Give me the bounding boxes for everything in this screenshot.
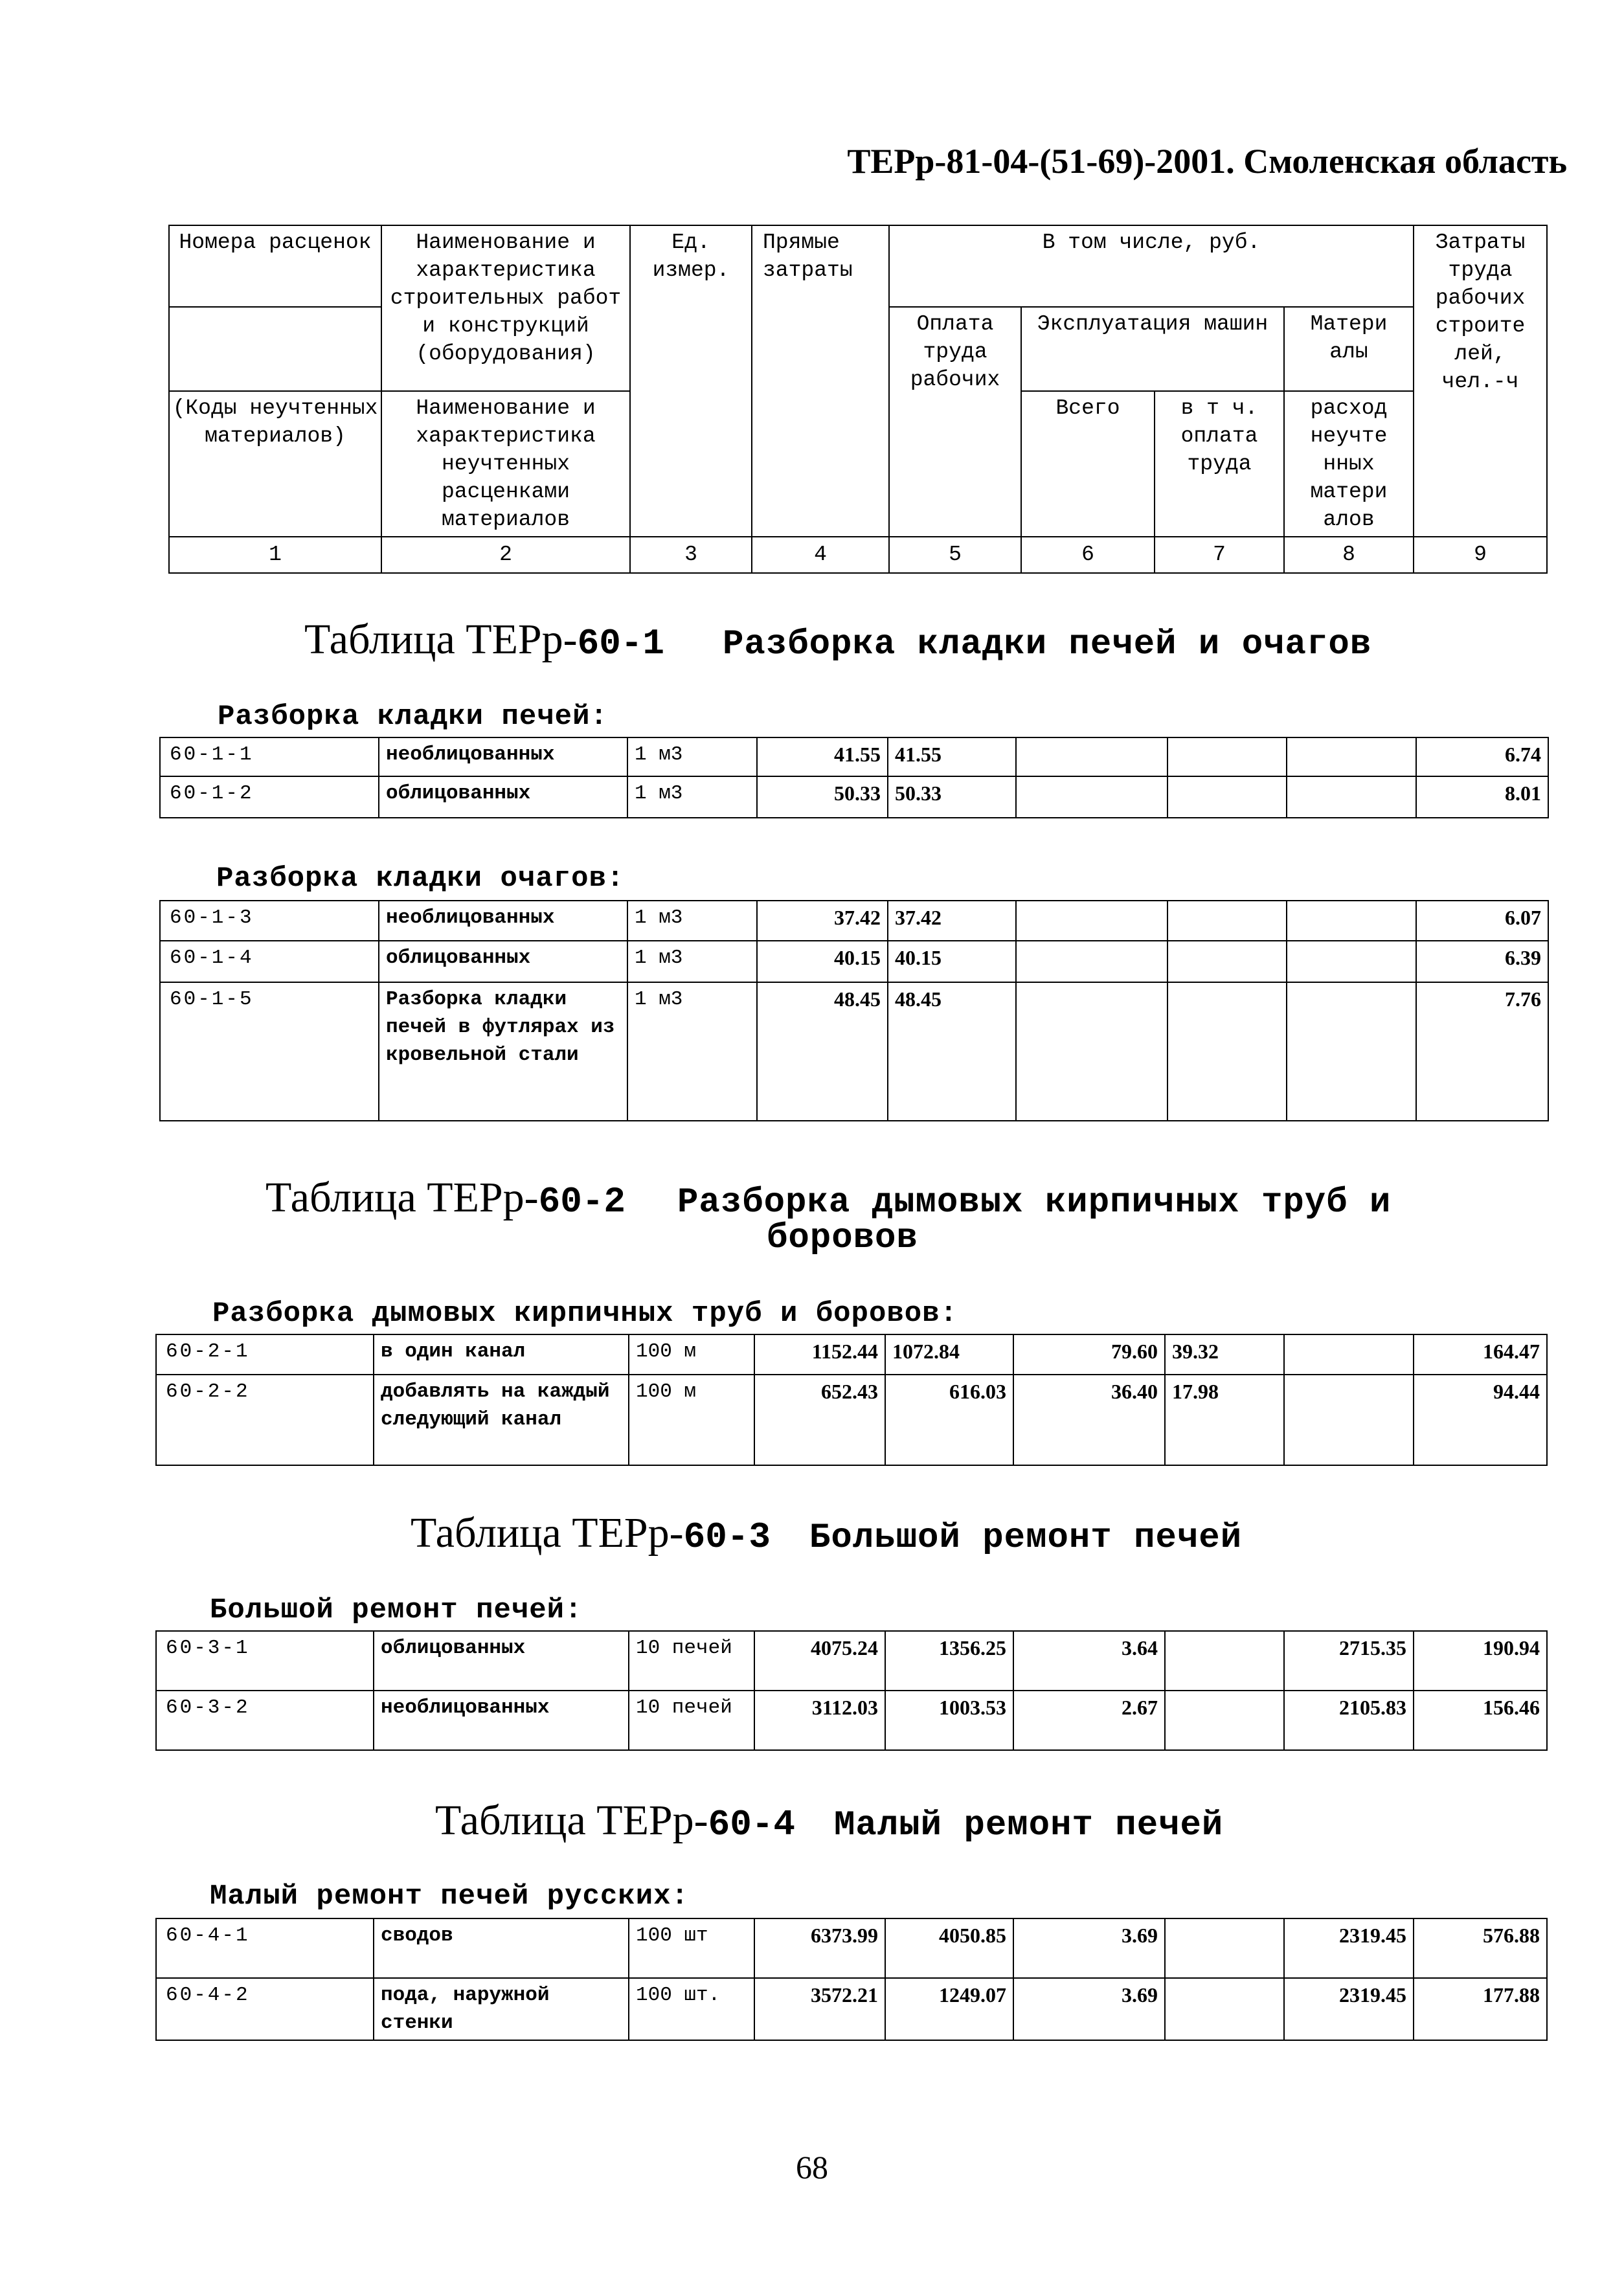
- unit: 100 м: [629, 1375, 754, 1465]
- group-title: Разборка кладки очагов:: [216, 862, 625, 895]
- unit: 1 м3: [627, 941, 757, 982]
- rate-code: 60-1-4: [160, 941, 379, 982]
- unit: 1 м3: [627, 901, 757, 941]
- table-title-label: Таблица ТЕРр-: [435, 1797, 708, 1844]
- table-title: [265, 1173, 1391, 1222]
- table-row: [160, 901, 1548, 941]
- direct-costs: 6373.99: [754, 1918, 885, 1978]
- unit: 100 шт: [629, 1918, 754, 1978]
- machines-labor: [1165, 1978, 1284, 2040]
- table-title: [304, 615, 1371, 664]
- work-name: пода, наружной стенки: [374, 1978, 629, 2040]
- column-number: 3: [630, 537, 752, 573]
- table-row: [160, 941, 1548, 982]
- rate-code: 60-4-2: [156, 1978, 374, 2040]
- direct-costs: 48.45: [757, 982, 888, 1121]
- table-title-label: Таблица ТЕРр-: [265, 1174, 539, 1221]
- machines-total: 79.60: [1013, 1334, 1165, 1375]
- rate-code: 60-1-5: [160, 982, 379, 1121]
- header-labor-hours: Затраты труда рабочих строите лей, чел.-ч: [1414, 225, 1547, 537]
- work-name: необлицованных: [379, 737, 627, 776]
- rate-code: 60-3-1: [156, 1631, 374, 1691]
- column-number: 8: [1284, 537, 1414, 573]
- column-number: 4: [752, 537, 889, 573]
- table-title-continuation: [767, 1219, 918, 1258]
- rate-code: 60-2-2: [156, 1375, 374, 1465]
- table-title-code: 60-1: [577, 623, 665, 664]
- materials: 2105.83: [1284, 1691, 1414, 1750]
- work-name: добавлять на каждый следующий канал: [374, 1375, 629, 1465]
- labor-wages: 1249.07: [885, 1978, 1013, 2040]
- document-header: ТЕРр-81-04-(51-69)-2001. Смоленская область: [847, 142, 1567, 181]
- table-title-name: Разборка дымовых кирпичных труб и: [677, 1183, 1392, 1222]
- column-number: 5: [889, 537, 1021, 573]
- labor-hours: 6.74: [1416, 737, 1548, 776]
- column-number: 7: [1155, 537, 1284, 573]
- direct-costs: 37.42: [757, 901, 888, 941]
- table-row: [156, 1375, 1547, 1465]
- table-title-code: 60-3: [683, 1516, 771, 1558]
- direct-costs: 3572.21: [754, 1978, 885, 2040]
- materials: [1287, 737, 1416, 776]
- work-name: сводов: [374, 1918, 629, 1978]
- unit: 10 печей: [629, 1691, 754, 1750]
- materials: [1287, 901, 1416, 941]
- column-number: 9: [1414, 537, 1547, 573]
- direct-costs: 3112.03: [754, 1691, 885, 1750]
- materials: [1284, 1334, 1414, 1375]
- direct-costs: 1152.44: [754, 1334, 885, 1375]
- column-number: 6: [1021, 537, 1155, 573]
- materials: [1284, 1375, 1414, 1465]
- machines-total: [1016, 941, 1167, 982]
- labor-hours: 190.94: [1414, 1631, 1547, 1691]
- group-title: Малый ремонт печей русских:: [210, 1880, 689, 1913]
- table-title-code: 60-4: [708, 1804, 796, 1845]
- header-including-group: В том числе, руб.: [889, 225, 1414, 307]
- header-work-name: Наименование и характеристика строительных работ и конструкций (оборудования): [381, 225, 630, 391]
- labor-hours: 8.01: [1416, 776, 1548, 818]
- table-title: [411, 1509, 1242, 1558]
- header-materials: Матери алы: [1284, 307, 1414, 391]
- materials: [1287, 776, 1416, 818]
- labor-hours: 6.39: [1416, 941, 1548, 982]
- machines-total: [1016, 737, 1167, 776]
- header-labor-wages: Оплата труда рабочих: [889, 307, 1021, 537]
- labor-hours: 6.07: [1416, 901, 1548, 941]
- direct-costs: 50.33: [757, 776, 888, 818]
- table-row: [160, 982, 1548, 1121]
- machines-total: 2.67: [1013, 1691, 1165, 1750]
- group-title: Большой ремонт печей:: [210, 1594, 583, 1626]
- table-title-code: 60-2: [538, 1181, 626, 1222]
- unit: 1 м3: [627, 737, 757, 776]
- table-row: [160, 776, 1548, 818]
- work-name: Разборка кладки печей в футлярах из кровельной стали: [379, 982, 627, 1121]
- machines-labor: [1167, 982, 1287, 1121]
- group-title: Разборка кладки печей:: [218, 701, 608, 733]
- materials: 2715.35: [1284, 1631, 1414, 1691]
- header-rate-numbers: Номера расценок: [169, 225, 381, 307]
- labor-hours: 94.44: [1414, 1375, 1547, 1465]
- data-table: [159, 900, 1549, 1121]
- machines-total: [1016, 901, 1167, 941]
- header-machines-group: Эксплуатация машин: [1021, 307, 1284, 391]
- work-name: необлицованных: [379, 901, 627, 941]
- labor-hours: 156.46: [1414, 1691, 1547, 1750]
- labor-hours: 164.47: [1414, 1334, 1547, 1375]
- data-table: [159, 737, 1549, 818]
- labor-wages: 41.55: [888, 737, 1016, 776]
- machines-labor: [1165, 1691, 1284, 1750]
- work-name: облицованных: [374, 1631, 629, 1691]
- machines-labor: 17.98: [1165, 1375, 1284, 1465]
- direct-costs: 652.43: [754, 1375, 885, 1465]
- machines-total: 3.69: [1013, 1918, 1165, 1978]
- header-unit: Ед. измер.: [630, 225, 752, 537]
- machines-labor: [1167, 737, 1287, 776]
- rate-code: 60-1-3: [160, 901, 379, 941]
- unit: 1 м3: [627, 982, 757, 1121]
- table-title-label: Таблица ТЕРр-: [304, 616, 578, 663]
- table-row: [156, 1631, 1547, 1691]
- machines-total: 3.69: [1013, 1978, 1165, 2040]
- machines-total: [1016, 982, 1167, 1121]
- group-title: Разборка дымовых кирпичных труб и боровов:: [212, 1298, 958, 1330]
- labor-hours: 576.88: [1414, 1918, 1547, 1978]
- materials: [1287, 941, 1416, 982]
- machines-total: 36.40: [1013, 1375, 1165, 1465]
- table-row: [156, 1978, 1547, 2040]
- header-rate-numbers-cont: [169, 307, 381, 391]
- table-row: [160, 737, 1548, 776]
- table-title-name: Большой ремонт печей: [809, 1518, 1243, 1558]
- machines-labor: [1167, 941, 1287, 982]
- labor-wages: 40.15: [888, 941, 1016, 982]
- unit: 100 м: [629, 1334, 754, 1375]
- labor-hours: 7.76: [1416, 982, 1548, 1121]
- materials: 2319.45: [1284, 1978, 1414, 2040]
- machines-labor: [1165, 1631, 1284, 1691]
- table-title-name-cont: боровов: [767, 1219, 918, 1258]
- table-title-name: Разборка кладки печей и очагов: [723, 625, 1372, 664]
- work-name: в один канал: [374, 1334, 629, 1375]
- unit: 1 м3: [627, 776, 757, 818]
- machines-labor: [1167, 901, 1287, 941]
- table-title-name: Малый ремонт печей: [834, 1806, 1224, 1845]
- header-machines-total: Всего: [1021, 391, 1155, 537]
- machines-labor: [1167, 776, 1287, 818]
- direct-costs: 4075.24: [754, 1631, 885, 1691]
- header-machines-labor: в т ч. оплата труда: [1155, 391, 1284, 537]
- direct-costs: 41.55: [757, 737, 888, 776]
- labor-wages: 37.42: [888, 901, 1016, 941]
- header-material-names: Наименование и характеристика неучтенных расценками материалов: [381, 391, 630, 537]
- table-row: [156, 1334, 1547, 1375]
- rate-code: 60-4-1: [156, 1918, 374, 1978]
- rate-code: 60-3-2: [156, 1691, 374, 1750]
- data-table: [155, 1918, 1548, 2041]
- data-table: [155, 1334, 1548, 1466]
- table-row: [156, 1691, 1547, 1750]
- labor-wages: 4050.85: [885, 1918, 1013, 1978]
- unit: 10 печей: [629, 1631, 754, 1691]
- labor-wages: 1072.84: [885, 1334, 1013, 1375]
- labor-wages: 616.03: [885, 1375, 1013, 1465]
- unit: 100 шт.: [629, 1978, 754, 2040]
- labor-wages: 1356.25: [885, 1631, 1013, 1691]
- machines-total: 3.64: [1013, 1631, 1165, 1691]
- column-number: 1: [169, 537, 381, 573]
- table-title-label: Таблица ТЕРр-: [411, 1509, 684, 1557]
- machines-total: [1016, 776, 1167, 818]
- page-number: 68: [796, 2149, 828, 2185]
- header-direct-costs: Прямые затраты: [752, 225, 889, 537]
- machines-labor: [1165, 1918, 1284, 1978]
- machines-labor: 39.32: [1165, 1334, 1284, 1375]
- data-table: [155, 1630, 1548, 1751]
- labor-hours: 177.88: [1414, 1978, 1547, 2040]
- header-materials-usage: расход неучте нных матери алов: [1284, 391, 1414, 537]
- column-header-table: [168, 225, 1548, 574]
- direct-costs: 40.15: [757, 941, 888, 982]
- table-title: [435, 1796, 1223, 1845]
- materials: [1287, 982, 1416, 1121]
- rate-code: 60-2-1: [156, 1334, 374, 1375]
- labor-wages: 50.33: [888, 776, 1016, 818]
- work-name: облицованных: [379, 776, 627, 818]
- labor-wages: 48.45: [888, 982, 1016, 1121]
- labor-wages: 1003.53: [885, 1691, 1013, 1750]
- work-name: облицованных: [379, 941, 627, 982]
- rate-code: 60-1-2: [160, 776, 379, 818]
- work-name: необлицованных: [374, 1691, 629, 1750]
- table-row: [156, 1918, 1547, 1978]
- header-material-codes: (Коды неучтенных материалов): [169, 391, 381, 537]
- materials: 2319.45: [1284, 1918, 1414, 1978]
- rate-code: 60-1-1: [160, 737, 379, 776]
- column-number: 2: [381, 537, 630, 573]
